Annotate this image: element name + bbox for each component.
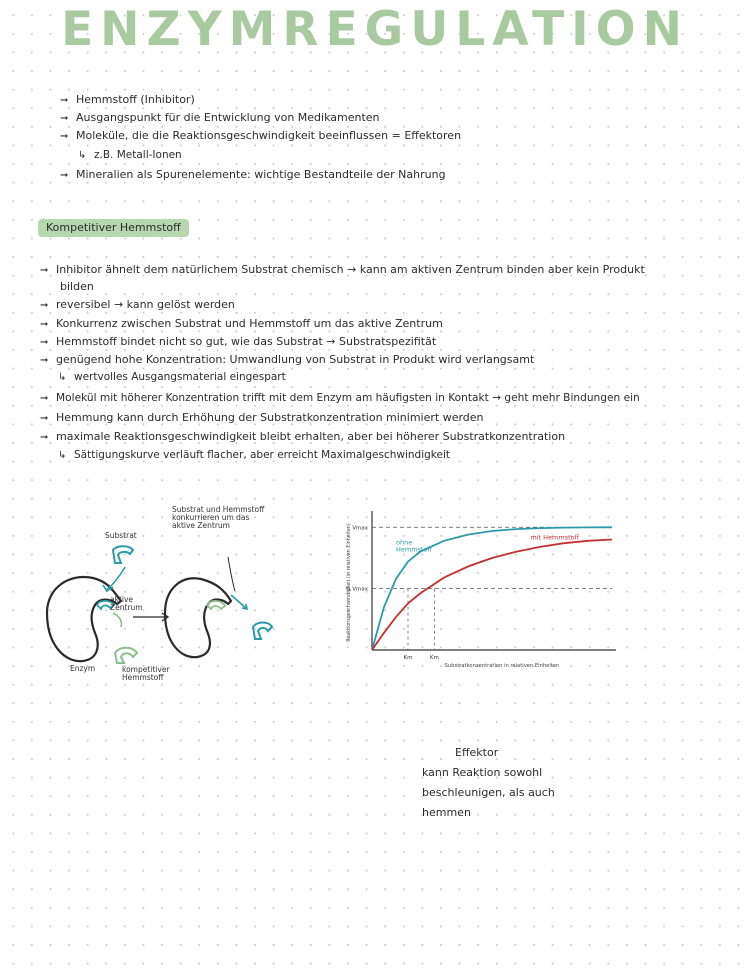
half-vmax-label: ½ Vmax: [345, 586, 368, 593]
effektor-line: hemmen: [422, 806, 471, 819]
return-arrow-icon: ↳: [58, 450, 67, 461]
x-axis-label: Substratkonzentration in relativen Einheiten: [444, 663, 560, 669]
enzyme-shape: [165, 578, 231, 657]
list-subitem: ↳ wertvolles Ausgangsmaterial eingespart: [58, 371, 286, 383]
inhibitor-shape: [115, 648, 137, 663]
substrate-shape: [253, 623, 272, 640]
arrow-icon: ➞: [40, 432, 49, 443]
substrate-shape: [113, 546, 133, 563]
arrow-icon: ➞: [40, 265, 49, 276]
legend-mit-hemmstoff: mit Hemmstoff: [530, 533, 580, 542]
active-site-label: aktive Zentrum: [110, 595, 143, 612]
arrow-icon: [113, 613, 121, 627]
arrow-icon: ➞: [60, 170, 69, 181]
list-item: ➞ reversibel → kann gelöst werden: [40, 298, 235, 311]
list-item: ➞ Ausgangspunkt für die Entwicklung von Medikamenten: [60, 111, 380, 124]
enzyme-label: Enzym: [70, 664, 96, 673]
legend-ohne-hemmstoff: ohne Hemmstoff: [396, 538, 432, 554]
arrow-icon: ➞: [60, 113, 69, 124]
effektor-line: beschleunigen, als auch: [422, 786, 555, 799]
inhibitor-label: kompetitiver Hemmstoff: [122, 665, 170, 682]
substrate-label: Substrat: [105, 531, 137, 540]
arrow-icon: ➞: [40, 355, 49, 366]
list-item-continuation: bilden: [60, 280, 94, 293]
arrow-icon: ➞: [40, 337, 49, 348]
list-item: ➞ genügend hohe Konzentration: Umwandlung von Substrat in Produkt wird verlangsamt: [40, 353, 535, 366]
list-subitem: ↳ z.B. Metall-Ionen: [78, 149, 182, 161]
effektor-title: Effektor: [455, 746, 499, 759]
list-item: ➞ Molekül mit höherer Konzentration trifft mit dem Enzym am häufigsten in Kontakt → geht mehr Bindungen ein: [40, 392, 640, 404]
effektor-line: kann Reaktion sowohl: [422, 766, 543, 779]
page-title: ENZYMREGULATION: [61, 2, 689, 57]
vmax-label: Vmax: [352, 525, 368, 532]
list-subitem: ↳ Sättigungskurve verläuft flacher, aber erreicht Maximalgeschwindigkeit: [58, 449, 450, 461]
return-arrow-icon: ↳: [58, 372, 67, 383]
km-tick-label: Km: [429, 655, 439, 661]
bound-inhibitor-shape: [207, 601, 225, 609]
list-item: ➞ Hemmung kann durch Erhöhung der Substratkonzentration minimiert werden: [40, 411, 484, 424]
list-item: ➞ Inhibitor ähnelt dem natürlichem Substrat chemisch → kann am aktiven Zentrum binden aber kein Produkt: [40, 263, 645, 276]
y-axis-label: Reaktionsgeschwindigkeit (in relativen Einheiten): [347, 523, 352, 642]
section-heading: Kompetitiver Hemmstoff: [38, 219, 189, 237]
arrow-icon: ➞: [60, 131, 69, 142]
arrow-icon: ➞: [40, 413, 49, 424]
arrow-icon: ➞: [40, 319, 49, 330]
arrow-icon: [231, 595, 247, 609]
arrow-icon: ➞: [40, 300, 49, 311]
return-arrow-icon: ↳: [78, 150, 87, 161]
arrow-icon: ➞: [40, 393, 49, 404]
km-tick-label: Km: [403, 655, 413, 661]
list-item: ➞ Hemmstoff (Inhibitor): [60, 93, 195, 106]
saturation-chart: [330, 505, 630, 675]
list-item: ➞ Hemmstoff bindet nicht so gut, wie das Substrat → Substratspezifität: [40, 335, 437, 348]
arrow-icon: ➞: [60, 95, 69, 106]
list-item: ➞ Moleküle, die die Reaktionsgeschwindigkeit beeinflussen = Effektoren: [60, 129, 462, 142]
list-item: ➞ Mineralien als Spurenelemente: wichtige Bestandteile der Nahrung: [60, 168, 446, 181]
list-item: ➞ Konkurrenz zwischen Substrat und Hemmstoff um das aktive Zentrum: [40, 317, 443, 330]
list-item: ➞ maximale Reaktionsgeschwindigkeit bleibt erhalten, aber bei höherer Substratkonzentration: [40, 430, 566, 443]
competition-label: Substrat und Hemmstoff konkurrieren um das aktive Zentrum: [172, 505, 265, 530]
reaction-arrow-icon: [133, 613, 168, 621]
